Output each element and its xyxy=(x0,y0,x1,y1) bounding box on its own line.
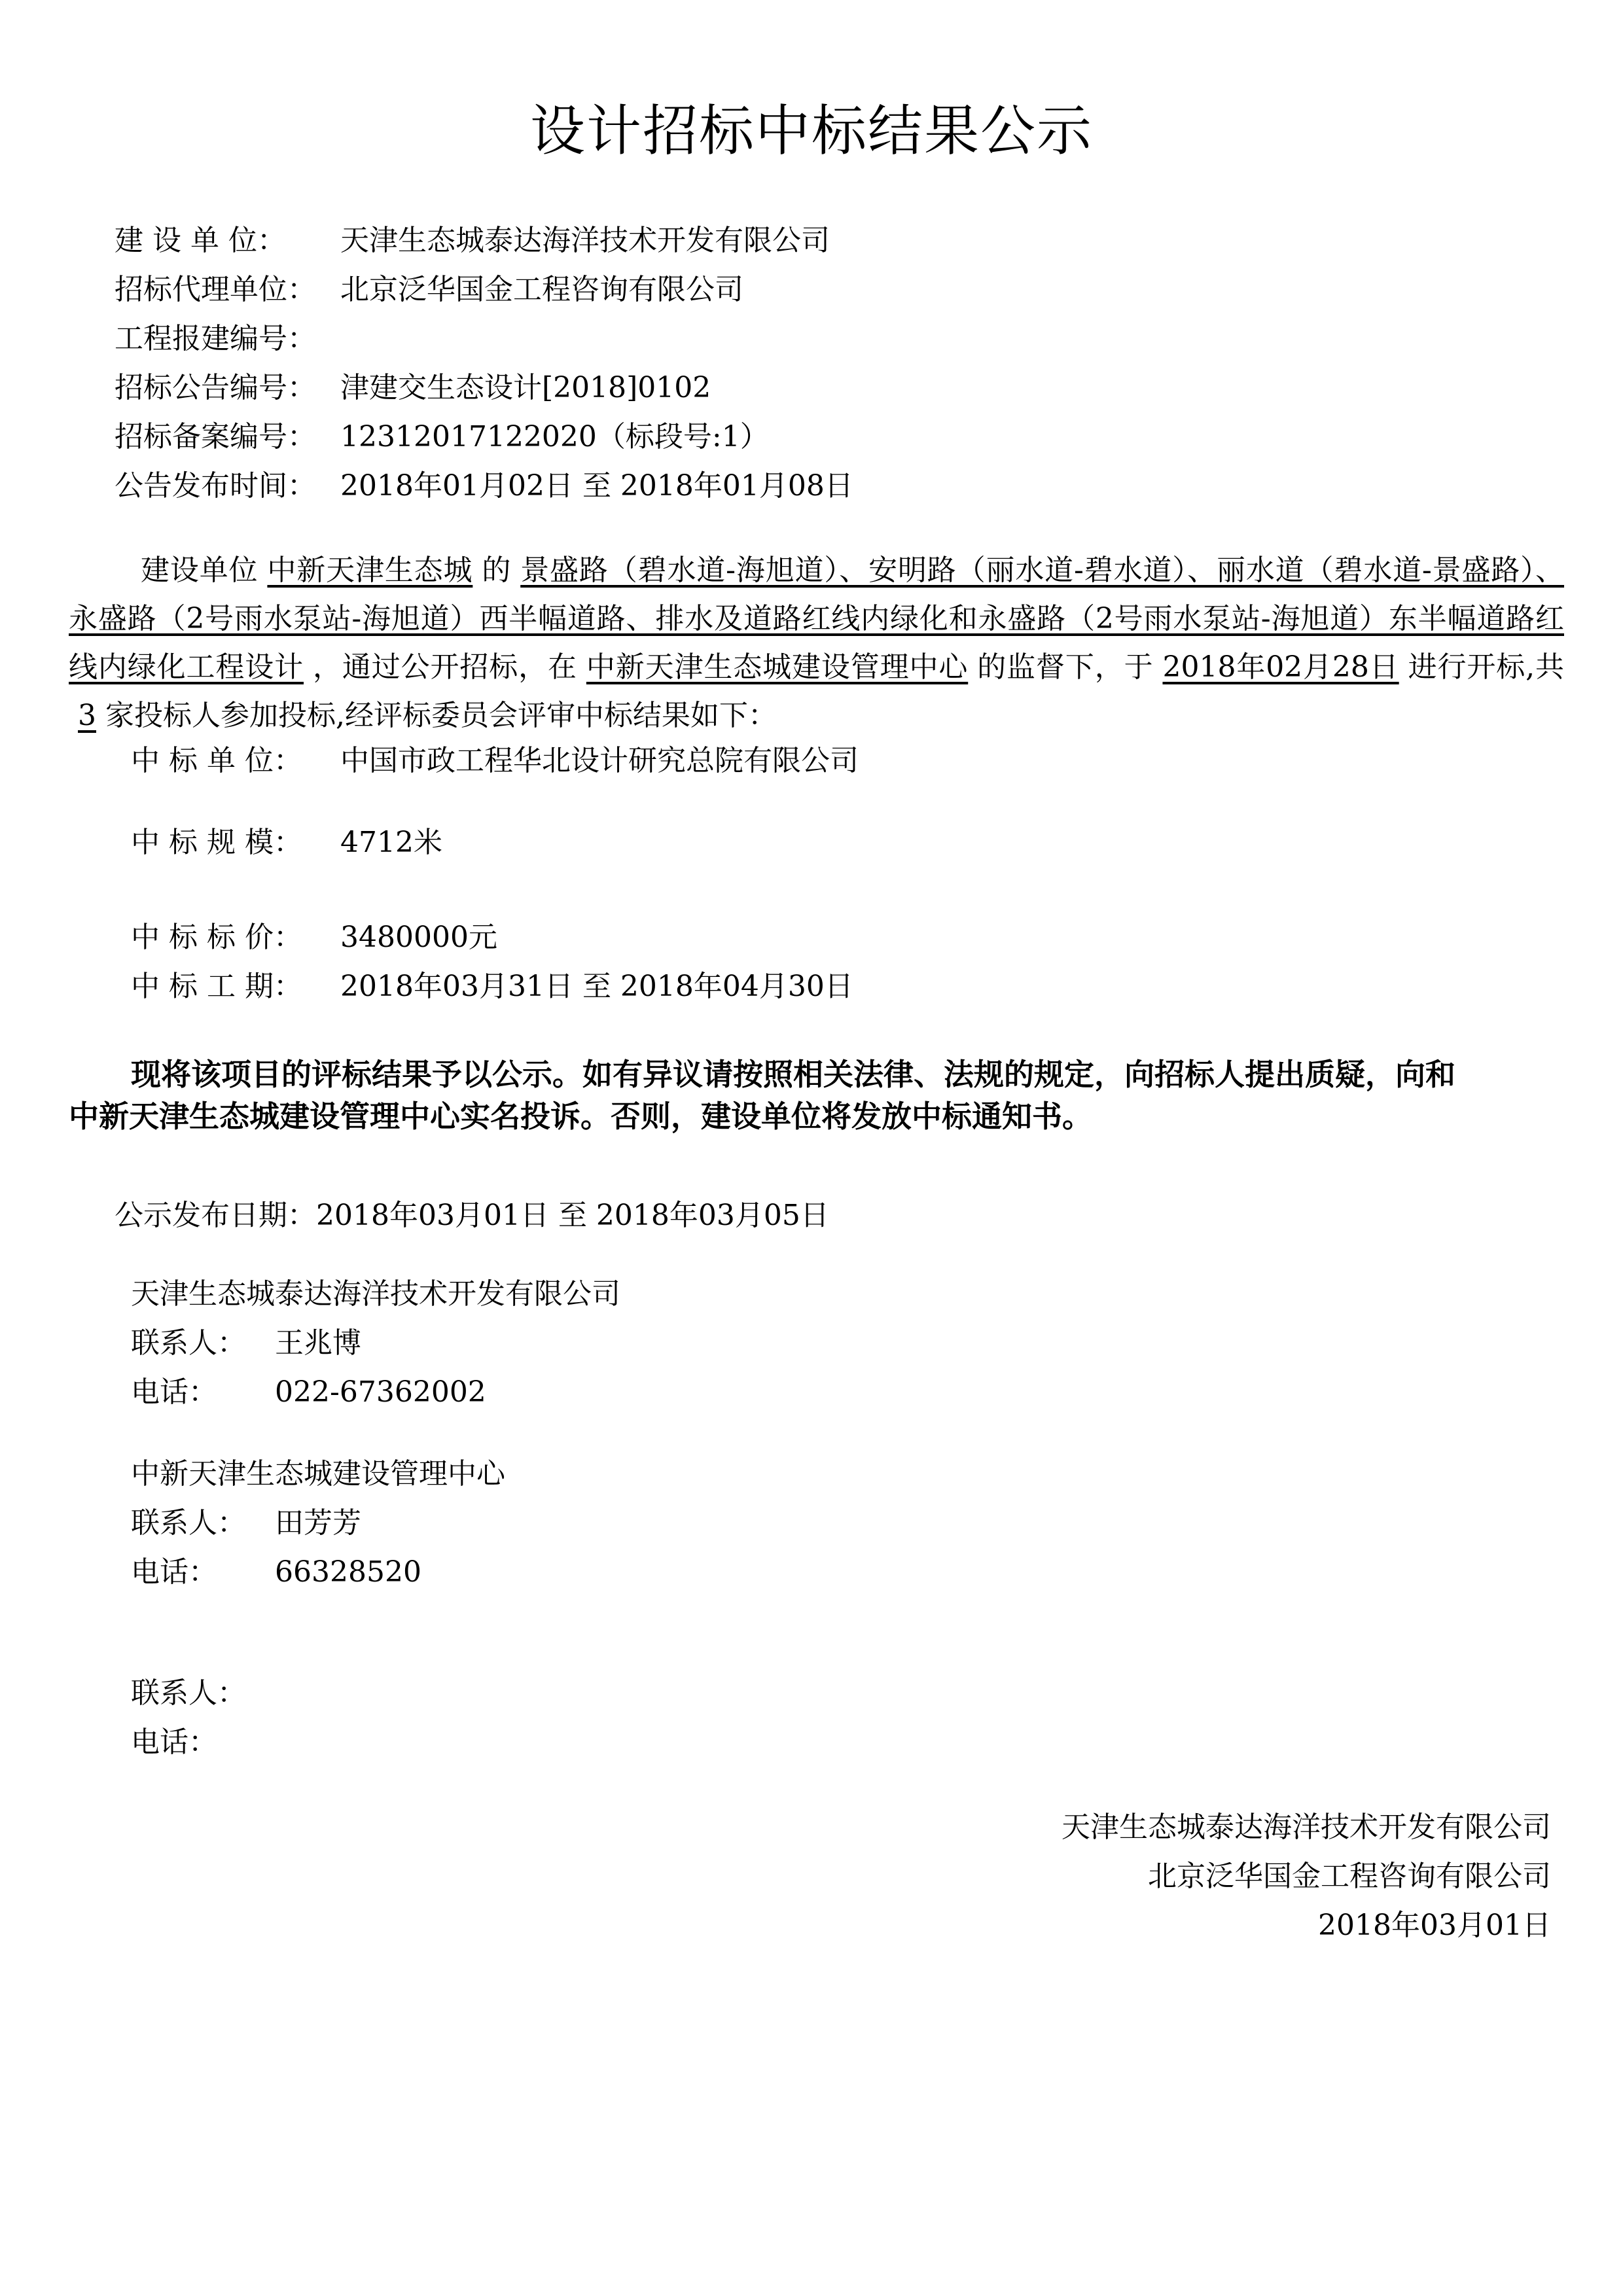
meta-row-agency xyxy=(115,272,743,308)
meta-value: 北京泛华国金工程咨询有限公司 xyxy=(340,273,743,306)
winner-value: 2018年03月31日 至 2018年04月30日 xyxy=(340,970,853,1003)
para-text: 建设单位 xyxy=(141,554,259,587)
meta-label: 招标公告编号： xyxy=(115,371,316,404)
contact-phone: 022-67362002 xyxy=(275,1375,486,1409)
para-text: ，通过公开招标，在 xyxy=(313,650,577,684)
contact-person-row xyxy=(131,1325,361,1362)
publish-value: 2018年03月01日 至 2018年03月05日 xyxy=(316,1199,829,1232)
open-date: 2018年02月28日 xyxy=(1162,650,1399,684)
winner-value: 中国市政工程华北设计研究总院有限公司 xyxy=(340,744,859,777)
meta-value: 2018年01月02日 至 2018年01月08日 xyxy=(340,469,853,503)
contact-person-row xyxy=(131,1505,361,1542)
winner-row-scale xyxy=(131,824,442,861)
public-notice: 现将该项目的评标结果予以公示。如有异议请按照相关法律、法规的规定，向招标人提出质疑，向和中新天津生态城建设管理中心实名投诉。否则，建设单位将发放中标通知书。 xyxy=(69,1057,1455,1134)
publish-date-row xyxy=(115,1197,829,1234)
winner-row-price xyxy=(131,919,497,956)
meta-row-announcement-number xyxy=(115,370,711,406)
owner-name: 中新天津生态城 xyxy=(267,554,473,587)
contact-org: 中新天津生态城建设管理中心 xyxy=(131,1457,505,1491)
meta-label: 招标代理单位： xyxy=(115,273,316,306)
signature-org-2: 北京泛华国金工程咨询有限公司 xyxy=(1148,1860,1551,1893)
signature-date: 2018年03月01日 xyxy=(1318,1909,1551,1942)
para-text: 进行开标,共 xyxy=(1408,650,1565,684)
publish-label: 公示发布日期： xyxy=(115,1199,316,1232)
contact-phone-row xyxy=(131,1724,275,1761)
meta-label: 招标备案编号： xyxy=(115,420,316,453)
contact-phone: 66328520 xyxy=(275,1555,421,1589)
winner-label: 中 标 规 模： xyxy=(131,826,302,859)
contact-phone-row xyxy=(131,1554,421,1591)
contact-person-label: 联系人： xyxy=(131,1506,246,1540)
meta-label: 工程报建编号： xyxy=(115,322,316,355)
winner-label: 中 标 单 位： xyxy=(131,744,302,777)
meta-row-owner xyxy=(115,222,830,259)
contact-org: 天津生态城泰达海洋技术开发有限公司 xyxy=(131,1277,620,1311)
contact-phone-label: 电话： xyxy=(131,1555,217,1589)
signature-org-1: 天津生态城泰达海洋技术开发有限公司 xyxy=(1061,1810,1551,1844)
winner-value: 3480000元 xyxy=(340,921,497,954)
contact-person: 田芳芳 xyxy=(275,1506,361,1540)
contact-person: 王兆博 xyxy=(275,1326,361,1360)
meta-row-announcement-period xyxy=(115,468,853,504)
winner-row-company xyxy=(131,743,859,779)
contact-person-label: 联系人： xyxy=(131,1676,246,1710)
para-text: 的监督下，于 xyxy=(977,650,1154,684)
contact-person-label: 联系人： xyxy=(131,1326,246,1360)
contact-person-row xyxy=(131,1675,275,1712)
meta-label: 建 设 单 位： xyxy=(115,224,286,257)
bidder-count: 3 xyxy=(78,699,96,732)
winner-row-period xyxy=(131,968,853,1005)
page-title: 设计招标中标结果公示 xyxy=(529,99,1093,163)
meta-row-project-number xyxy=(115,321,340,357)
contact-phone-label: 电话： xyxy=(131,1375,217,1409)
winner-value: 4712米 xyxy=(340,826,442,859)
meta-value: 天津生态城泰达海洋技术开发有限公司 xyxy=(340,224,830,257)
intro-paragraph xyxy=(69,546,1564,740)
winner-label: 中 标 标 价： xyxy=(131,921,302,954)
winner-label: 中 标 工 期： xyxy=(131,970,302,1003)
supervisor-name: 中新天津生态城建设管理中心 xyxy=(586,650,969,684)
para-text: 的 xyxy=(482,554,512,587)
meta-value: 12312017122020（标段号:1） xyxy=(340,420,769,453)
para-text: 家投标人参加投标,经评标委员会评审中标结果如下： xyxy=(105,699,777,732)
contact-phone-row xyxy=(131,1374,486,1411)
meta-row-filing-number xyxy=(115,419,769,455)
meta-label: 公告发布时间： xyxy=(115,469,316,503)
project-name: 景盛路（碧水道-海旭道）、安明路（丽水道-碧水道）、丽水道（碧水道-景盛路）、永盛路（2号雨水泵站-海旭道）西半幅道路、排水及道路红线内绿化和永盛路（2号雨水泵站-海旭道）东半幅道路红线内绿化工程设计 xyxy=(69,554,1565,684)
meta-value: 津建交生态设计[2018]0102 xyxy=(340,371,711,404)
contact-phone-label: 电话： xyxy=(131,1725,217,1759)
